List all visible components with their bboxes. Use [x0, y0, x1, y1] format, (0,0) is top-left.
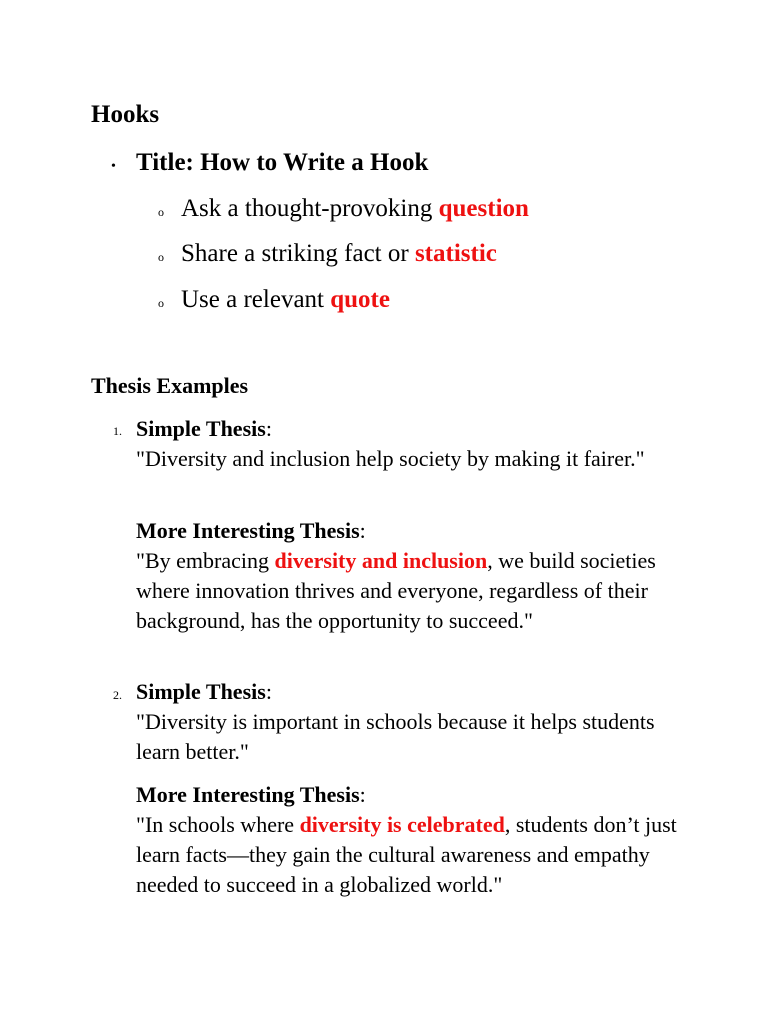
list-number: 2. — [113, 688, 122, 702]
interesting-thesis-label: More Interesting Thesis — [136, 518, 360, 543]
sub-bullet-marker: o — [158, 205, 164, 219]
thesis-highlight: diversity and inclusion — [274, 548, 488, 573]
hook-item — [158, 192, 529, 226]
simple-thesis-label: Simple Thesis — [136, 679, 266, 704]
interesting-thesis-block — [136, 516, 696, 636]
label-colon: : — [359, 782, 366, 807]
hook-text: Ask a thought-provoking — [181, 195, 439, 222]
hook-highlight: question — [438, 195, 529, 222]
interesting-thesis-text: "In schools where — [136, 812, 300, 837]
label-colon: : — [359, 518, 366, 543]
hook-item — [158, 237, 497, 271]
sub-bullet-marker: o — [158, 250, 164, 264]
thesis-highlight: diversity is celebrated — [299, 812, 505, 837]
hook-text: Share a striking fact or — [181, 240, 415, 267]
hook-item-text — [181, 283, 390, 317]
hook-text: Use a relevant — [181, 286, 331, 313]
label-colon: : — [265, 416, 272, 441]
hooks-heading: Hooks — [91, 101, 160, 128]
interesting-thesis-text: "By embracing — [136, 548, 275, 573]
hooks-title-item — [111, 146, 428, 180]
thesis-heading: Thesis Examples — [91, 373, 249, 398]
simple-thesis-block — [136, 414, 696, 474]
simple-thesis-block — [136, 677, 696, 767]
hook-highlight: quote — [330, 286, 390, 313]
hook-item-text — [181, 192, 529, 226]
interesting-thesis-label: More Interesting Thesis — [136, 782, 360, 807]
hook-highlight: statistic — [414, 240, 497, 267]
simple-thesis-label: Simple Thesis — [136, 416, 266, 441]
sub-bullet-marker: o — [158, 296, 164, 310]
simple-thesis-text: "Diversity and inclusion help society by making it fairer." — [136, 446, 645, 471]
list-number: 1. — [113, 424, 122, 438]
interesting-thesis-text-rest: , we build societies where innovation thrives and everyone, regardless of their background, has the opportunity to succeed." — [136, 548, 656, 633]
bullet-marker: • — [111, 159, 116, 174]
interesting-thesis-text-rest: , students don’t just learn facts—they gain the cultural awareness and empathy needed to succeed in a globalized world." — [136, 812, 677, 897]
hook-item-text — [181, 237, 497, 271]
interesting-thesis-block — [136, 780, 696, 900]
label-colon: : — [265, 679, 272, 704]
hook-item — [158, 283, 390, 317]
hooks-title: Title: How to Write a Hook — [136, 149, 429, 176]
simple-thesis-text: "Diversity is important in schools because it helps students learn better." — [136, 709, 655, 764]
